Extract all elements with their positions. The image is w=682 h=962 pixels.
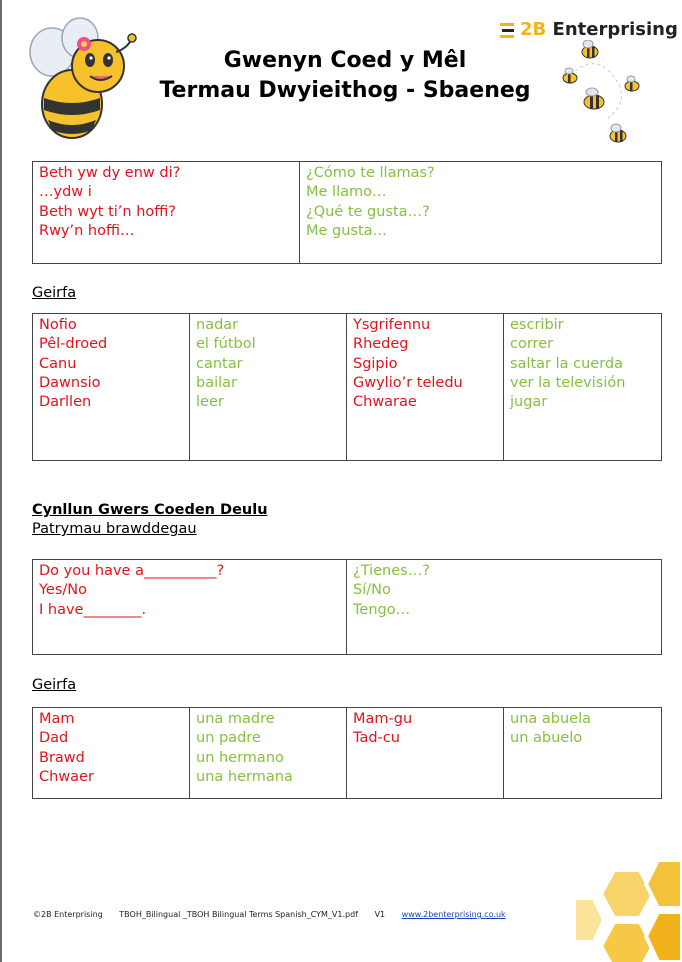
page-edge (0, 0, 2, 962)
section-subheading: Patrymau brawddegau (32, 521, 197, 537)
page-title: Gwenyn Coed y Mêl (223, 48, 467, 73)
welsh-phrase: Beth wyt ti’n hoffi? (39, 203, 176, 220)
list-item: Mam (39, 711, 75, 727)
logo-text: 2B Enterprising (520, 18, 678, 40)
list-item: un padre (196, 730, 261, 747)
vocab-table-family (32, 707, 662, 799)
phrases-table (32, 161, 662, 264)
list-item: Rhedeg (353, 336, 409, 353)
welsh-phrases-cell (33, 162, 300, 264)
list-item: Mam-gu (353, 711, 413, 727)
table-row (33, 560, 662, 655)
spanish-phrase: ¿Qué te gusta…? (306, 203, 430, 220)
list-item: ver la televisión (510, 374, 626, 391)
spanish-phrase: Me llamo… (306, 184, 387, 201)
footer-website-link[interactable]: www.2benterprising.co.uk (401, 910, 506, 919)
english-sentences-cell (33, 560, 347, 655)
list-item: Tad-cu (353, 730, 400, 747)
list-item: una hermana (196, 768, 293, 785)
table-row (33, 708, 662, 799)
list-item: correr (510, 336, 554, 353)
spanish-words-cell (190, 708, 347, 799)
list-item: una abuela (510, 711, 591, 727)
spanish-phrase: ¿Cómo te llamas? (306, 165, 435, 181)
welsh-words-cell (33, 314, 190, 461)
honey-stripes-icon (500, 19, 516, 39)
list-item: Nofio (39, 317, 77, 333)
page-subtitle: Termau Dwyieithog - Sbaeneg (159, 78, 531, 103)
welsh-phrase: Beth yw dy enw di? (39, 165, 181, 181)
list-item: Darllen (39, 394, 92, 411)
list-item: Dawnsio (39, 374, 101, 391)
table-row (33, 162, 662, 264)
list-item: cantar (196, 355, 243, 372)
list-item: el fútbol (196, 336, 256, 353)
list-item: Chwarae (353, 394, 417, 411)
list-item: escribir (510, 317, 564, 333)
list-item: Brawd (39, 749, 85, 766)
list-item: bailar (196, 374, 237, 391)
spanish-words-cell (504, 314, 662, 461)
list-item: jugar (510, 394, 548, 411)
welsh-words-cell (347, 314, 504, 461)
spanish-words-cell (190, 314, 347, 461)
list-item: Chwaer (39, 768, 94, 785)
sentence-patterns-table (32, 559, 662, 655)
spanish-phrase: Me gusta… (306, 222, 388, 239)
welsh-phrase: …ydw i (39, 184, 92, 201)
english-sentence: Yes/No (39, 582, 88, 599)
welsh-phrase: Rwy’n hoffi… (39, 222, 135, 239)
flying-bees-illustration (556, 40, 656, 155)
spanish-sentences-cell (347, 560, 662, 655)
list-item: Gwylio’r teledu (353, 374, 463, 391)
list-item: Ysgrifennu (353, 317, 431, 333)
list-item: Sgipio (353, 355, 398, 372)
footer-filename: TBOH_Bilingual _TBOH Bilingual Terms Spanish_CYM_V1.pdf (119, 910, 359, 919)
list-item: una madre (196, 711, 275, 727)
english-sentence: I have________. (39, 601, 147, 618)
spanish-sentence: Sí/No (353, 582, 391, 599)
vocab-label-2: Geirfa (32, 677, 77, 693)
list-item: saltar la cuerda (510, 355, 624, 372)
footer-copyright: ©2B Enterprising (33, 910, 103, 919)
list-item: nadar (196, 317, 239, 333)
spanish-words-cell (504, 708, 662, 799)
spanish-sentence: Tengo… (353, 601, 411, 618)
list-item: Dad (39, 730, 69, 747)
vocab-label-1: Geirfa (32, 285, 77, 301)
vocab-table-hobbies (32, 313, 662, 461)
list-item: un abuelo (510, 730, 583, 747)
english-sentence: Do you have a__________? (39, 563, 225, 579)
footer (33, 910, 506, 919)
spanish-sentence: ¿Tienes…? (353, 563, 430, 579)
spanish-phrases-cell (300, 162, 662, 264)
list-item: Pêl-droed (39, 336, 108, 353)
list-item: Canu (39, 355, 77, 372)
footer-version: V1 (374, 910, 386, 919)
honeycomb-decoration (574, 858, 682, 962)
list-item: leer (196, 394, 224, 411)
list-item: un hermano (196, 749, 284, 766)
welsh-words-cell (347, 708, 504, 799)
welsh-words-cell (33, 708, 190, 799)
table-row (33, 314, 662, 461)
section-heading: Cynllun Gwers Coeden Deulu (32, 502, 268, 518)
